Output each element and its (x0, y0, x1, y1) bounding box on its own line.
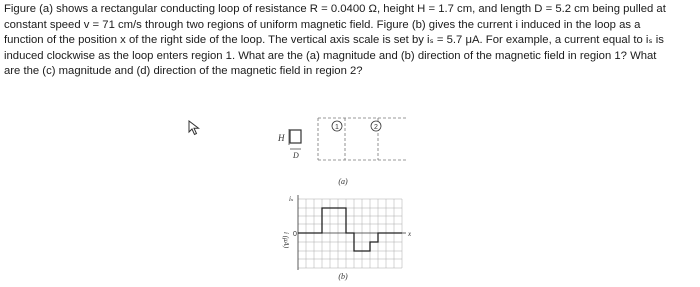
zero-label: 0 (293, 231, 297, 238)
region-2-label: 2 (374, 124, 378, 131)
conducting-loop (290, 130, 301, 143)
y-axis-label: i (μA) (282, 232, 290, 249)
loop-length-label: D (293, 151, 299, 160)
figure-b-graph (282, 195, 412, 281)
figure-a-caption: (a) (338, 177, 348, 186)
problem-line-2: constant speed v = 71 cm/s through two regions of uniform magnetic field. Figure (b) gives the current i induced in the loop as a (4, 18, 641, 31)
problem-line-4: induced clockwise as the loop enters region 1. What are the (a) magnitude and (b) direction of the magnetic field in region 1? What (4, 49, 657, 62)
problem-line-1: Figure (a) shows a rectangular conducting loop of resistance R = 0.0400 Ω, height H = 1.7 cm, and length D = 5.2 cm being pulled at (4, 3, 666, 15)
figure-b-caption: (b) (338, 272, 348, 281)
is-scale-label: iₛ (289, 195, 294, 203)
figure-a-diagram (277, 118, 408, 186)
region-1-label: 1 (335, 124, 339, 131)
problem-line-3: function of the position x of the right side of the loop. The vertical axis scale is set by iₛ = 5.7 μA. For example, a current equal to iₛ is (4, 34, 664, 47)
problem-line-5: are the (c) magnitude and (d) direction of the magnetic field in region 2? (4, 65, 363, 78)
x-axis-label: x (408, 230, 412, 238)
current-curve (298, 208, 402, 251)
loop-height-label: H (278, 133, 285, 143)
